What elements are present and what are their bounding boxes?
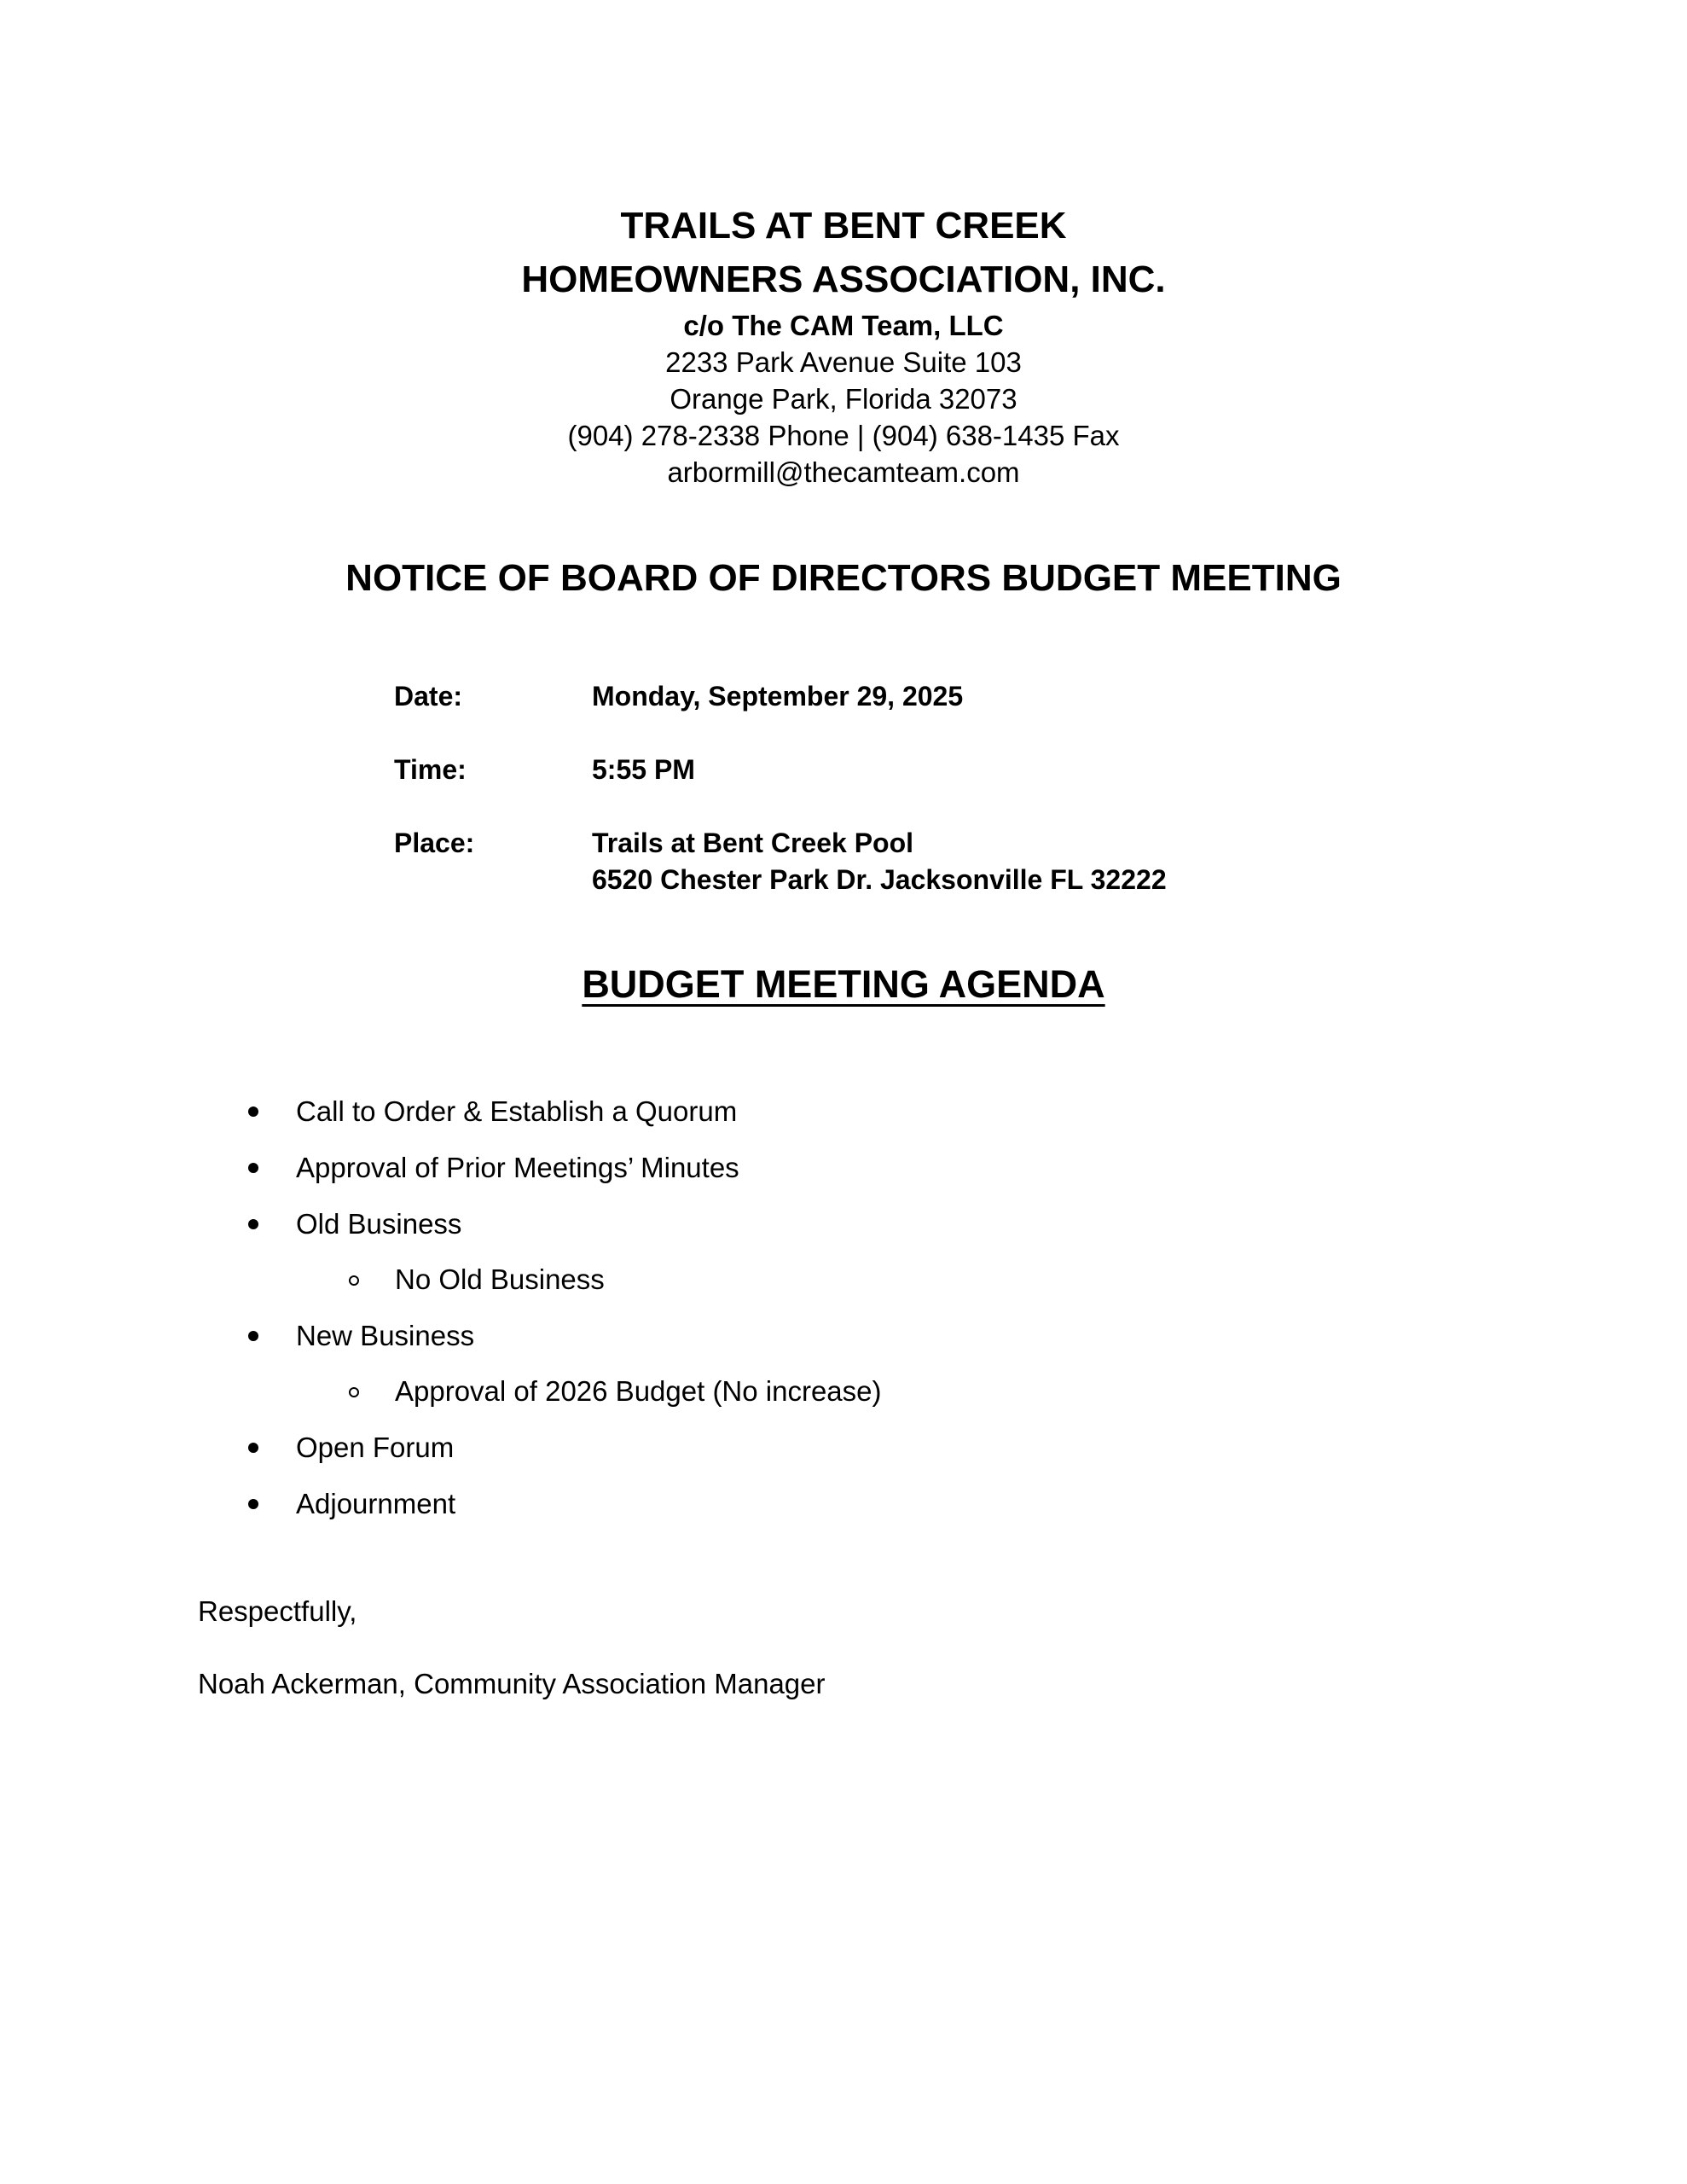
org-name-line1: TRAILS AT BENT CREEK <box>620 205 1067 247</box>
care-of-line: c/o The CAM Team, LLC <box>683 310 1004 341</box>
org-name-line2: HOMEOWNERS ASSOCIATION, INC. <box>521 258 1166 300</box>
agenda-title: BUDGET MEETING AGENDA <box>582 962 1105 1006</box>
agenda-item-call-to-order: Call to Order & Establish a Quorum <box>296 1095 738 1127</box>
bullet-icon <box>248 1219 258 1229</box>
date-label: Date: <box>394 681 463 712</box>
bullet-icon <box>248 1331 258 1341</box>
time-value: 5:55 PM <box>592 754 695 785</box>
closing-salutation: Respectfully, <box>198 1595 357 1627</box>
bullet-icon <box>248 1499 258 1509</box>
agenda-item-approval-minutes: Approval of Prior Meetings’ Minutes <box>296 1152 739 1183</box>
sub-bullet-icon <box>349 1387 359 1397</box>
address-line2: Orange Park, Florida 32073 <box>670 383 1017 415</box>
place-value-line2: 6520 Chester Park Dr. Jacksonville FL 32222 <box>592 864 1167 895</box>
agenda-item-new-business: New Business <box>296 1320 475 1351</box>
notice-title: NOTICE OF BOARD OF DIRECTORS BUDGET MEETING <box>345 557 1342 599</box>
sub-bullet-icon <box>349 1275 359 1286</box>
agenda-subitem-no-old-business: No Old Business <box>395 1263 605 1295</box>
time-label: Time: <box>394 754 467 785</box>
bullet-icon <box>248 1107 258 1117</box>
bullet-icon <box>248 1163 258 1173</box>
place-value-line1: Trails at Bent Creek Pool <box>592 828 914 858</box>
agenda-item-open-forum: Open Forum <box>296 1432 455 1463</box>
date-value: Monday, September 29, 2025 <box>592 681 964 712</box>
agenda-item-adjournment: Adjournment <box>296 1488 456 1519</box>
signature-line: Noah Ackerman, Community Association Manager <box>198 1668 826 1699</box>
address-line1: 2233 Park Avenue Suite 103 <box>665 346 1022 378</box>
bullet-icon <box>248 1443 258 1453</box>
place-label: Place: <box>394 828 475 858</box>
email-line: arbormill@thecamteam.com <box>667 456 1020 488</box>
agenda-subitem-approval-budget: Approval of 2026 Budget (No increase) <box>395 1375 882 1407</box>
agenda-item-old-business: Old Business <box>296 1208 462 1240</box>
phone-fax-line: (904) 278-2338 Phone | (904) 638-1435 Fax <box>567 420 1120 451</box>
